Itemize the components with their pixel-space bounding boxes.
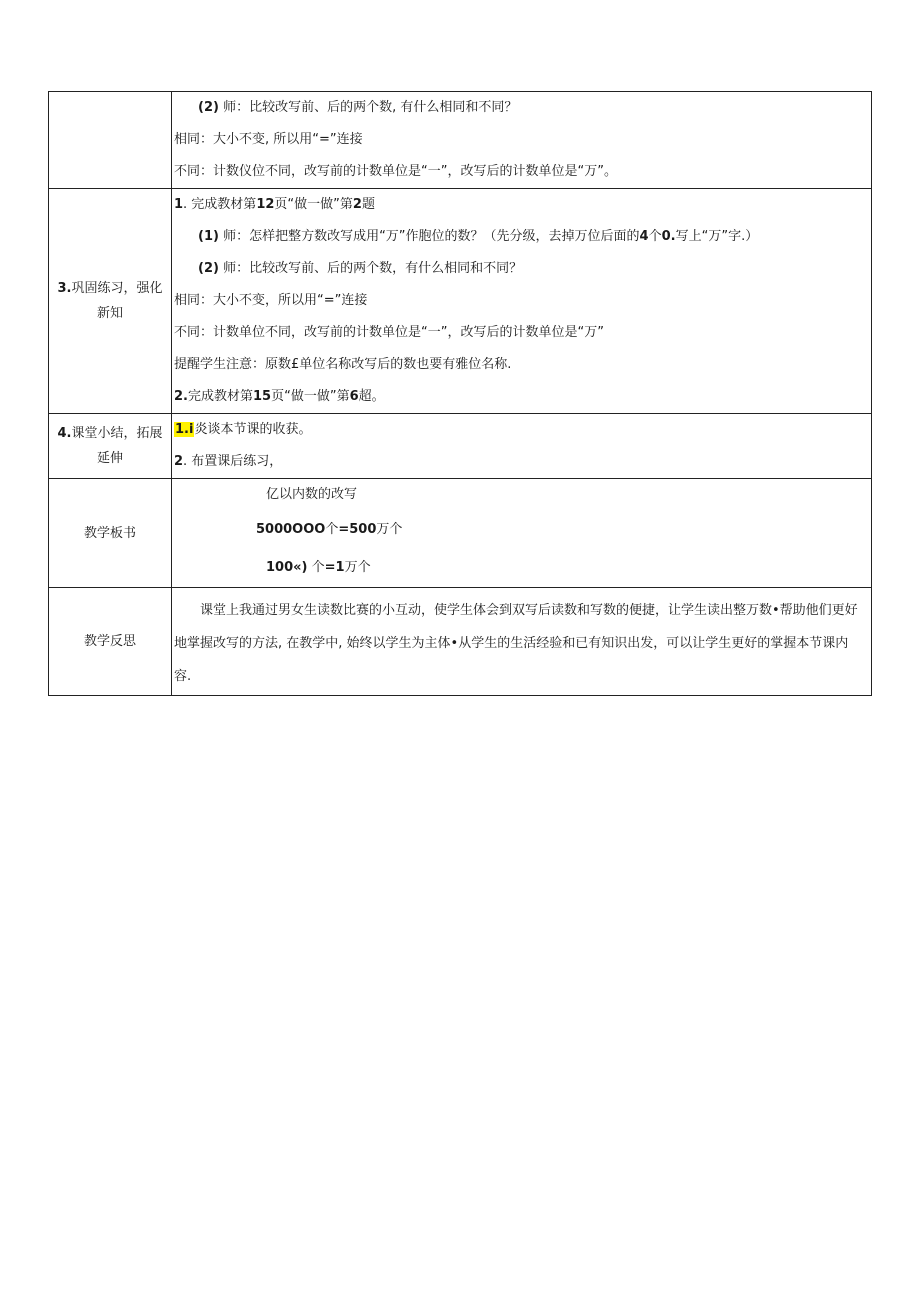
row-content-comparison [172, 92, 872, 189]
question-2-line: (2) 师：比较改写前、后的两个数，有什么相同和不同？ [198, 261, 523, 276]
different-line: 不同：计数单位不同，改写前的计数单位是“一”，改写后的计数单位是“万” [174, 325, 604, 340]
row-content-board [172, 479, 872, 588]
row-reflection [49, 588, 872, 696]
highlighted-number: 1.i [175, 422, 194, 437]
different-line: 不同：计数仪位不同，改写前的计数单位是“一”，改写后的计数单位是“万”。 [174, 164, 617, 179]
exercise-2-line: 2.完成教材第15页“做一做”第6超。 [174, 389, 385, 404]
board-title: 亿以内数的改写 [266, 487, 358, 502]
summary-1-line: 1.i炎谈本节课的收获。 [175, 422, 312, 437]
same-line: 相同：大小不变，所以用“=”连接 [174, 293, 368, 308]
board-equation-2: 100«) 个=1万个 [266, 560, 371, 575]
question-line: (2) 师：比较改写前、后的两个数, 有什么相同和不同？ [198, 100, 518, 115]
row-practice [49, 189, 872, 414]
row-board [49, 479, 872, 588]
row-label-reflection: 教学反思 [49, 588, 172, 696]
row-comparison [49, 92, 872, 189]
row-label-summary: 4.课堂小结，拓展延伸 [49, 414, 172, 479]
reflection-paragraph: 课堂上我通过男女生读数比赛的小互动，使学生体会到双写后读数和写数的便捷，让学生读出整万数•帮助他们更好地掌握改写的方法, 在教学中, 始终以学生为主体•从学生的生活经验和已有知识出发，可以让学生更好的掌握本节课内容. [174, 603, 858, 684]
summary-2-line: 2. 布置课后练习， [174, 454, 283, 469]
row-content-summary [172, 414, 872, 479]
row-label-practice: 3.巩固练习，强化新知 [49, 189, 172, 414]
board-equation-1: 5000OOO个=500万个 [256, 522, 403, 537]
row-content-reflection [172, 588, 872, 696]
question-1-line: (1) 师：怎样把整方数改写成用“万”作胞位的数？（先分级，去掉万位后面的4个0.写上“万”字.） [198, 229, 759, 244]
exercise-1-line: 1. 完成教材第12页“做一做”第2题 [174, 197, 375, 212]
row-summary [49, 414, 872, 479]
row-label-empty [49, 92, 172, 189]
lesson-plan-table [48, 91, 872, 696]
row-label-board: 教学板书 [49, 479, 172, 588]
same-line: 相同：大小不变, 所以用“=”连接 [174, 132, 363, 147]
reminder-line: 提醒学生注意：原数£单位名称改写后的数也要有雅位名称. [174, 357, 512, 372]
row-content-practice [172, 189, 872, 414]
